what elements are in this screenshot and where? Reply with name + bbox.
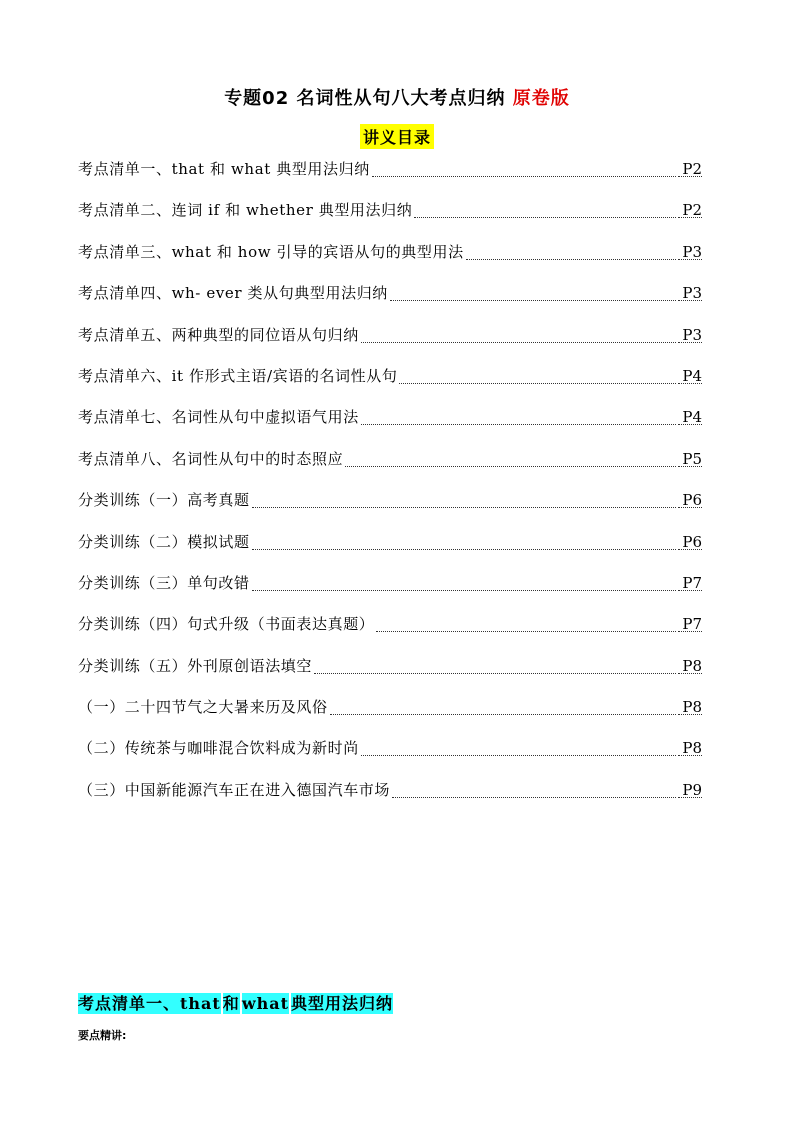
toc-dot-leader — [361, 324, 677, 343]
title-version-label: 原卷版 — [512, 88, 570, 109]
toc-entry[interactable] — [78, 324, 702, 365]
toc-dot-leader — [390, 282, 676, 301]
subtitle-container — [0, 124, 794, 149]
toc-dot-leader — [399, 365, 676, 384]
toc-entry-title: 考点清单三、what 和 how 引导的宾语从句的典型用法 — [78, 242, 464, 261]
toc-entry[interactable] — [78, 655, 702, 696]
toc-entry-title: 考点清单七、名词性从句中虚拟语气用法 — [78, 408, 359, 427]
toc-dot-leader — [330, 696, 677, 715]
section-heading-part-2: 和 — [222, 994, 240, 1013]
title-main: 专题02 名词性从句八大考点归纳 — [224, 88, 506, 109]
toc-entry-page: P8 — [678, 737, 702, 756]
section-heading-part-4: 典型用法归纳 — [290, 994, 393, 1013]
toc-entry-title: 考点清单六、it 作形式主语/宾语的名词性从句 — [78, 366, 398, 385]
toc-entry-page: P8 — [678, 696, 702, 715]
toc-heading: 讲义目录 — [360, 124, 434, 149]
toc-entry-title: 考点清单一、that 和 what 典型用法归纳 — [78, 160, 370, 178]
section-heading — [78, 991, 393, 1014]
toc-dot-leader — [466, 241, 677, 260]
toc-entry-page: P3 — [678, 282, 702, 301]
toc-dot-leader — [376, 613, 676, 632]
toc-entry-title: 考点清单八、名词性从句中的时态照应 — [78, 449, 344, 468]
toc-dot-leader — [252, 531, 677, 550]
toc-dot-leader — [361, 737, 677, 756]
toc-entry[interactable] — [78, 282, 702, 323]
toc-entry-title: 分类训练（四）句式升级（书面表达真题） — [78, 615, 375, 634]
toc-dot-leader — [361, 406, 677, 425]
toc-entry[interactable] — [78, 489, 702, 530]
table-of-contents — [78, 158, 702, 820]
document-title — [0, 84, 794, 110]
toc-entry-title: 分类训练（五）外刊原创语法填空 — [78, 656, 313, 675]
toc-entry-page: P4 — [678, 406, 702, 425]
toc-entry[interactable] — [78, 531, 702, 572]
toc-entry[interactable] — [78, 448, 702, 489]
toc-dot-leader — [314, 655, 676, 674]
toc-dot-leader — [345, 448, 676, 467]
toc-entry-page: P7 — [678, 572, 702, 591]
toc-dot-leader — [252, 489, 677, 508]
toc-entry[interactable] — [78, 696, 702, 737]
toc-entry-page: P3 — [678, 241, 702, 260]
toc-entry-page: P5 — [678, 448, 702, 467]
toc-entry[interactable] — [78, 158, 702, 199]
toc-entry-title: （一）二十四节气之大暑来历及风俗 — [78, 698, 328, 717]
toc-entry[interactable] — [78, 241, 702, 282]
toc-entry[interactable] — [78, 365, 702, 406]
toc-entry-title: 分类训练（二）模拟试题 — [78, 532, 250, 551]
toc-dot-leader — [392, 779, 676, 798]
toc-entry-page: P7 — [678, 613, 702, 632]
key-points-label: 要点精讲: — [78, 1029, 127, 1042]
toc-entry[interactable] — [78, 199, 702, 240]
toc-dot-leader — [414, 199, 676, 218]
toc-entry-title: 考点清单二、连词 if 和 whether 典型用法归纳 — [78, 201, 413, 220]
toc-entry-title: （三）中国新能源汽车正在进入德国汽车市场 — [78, 780, 391, 799]
toc-entry-page: P8 — [678, 655, 702, 674]
section-heading-part-3: what — [241, 994, 289, 1013]
toc-entry-title: （二）传统茶与咖啡混合饮料成为新时尚 — [78, 739, 359, 758]
toc-entry-title: 考点清单四、wh- ever 类从句典型用法归纳 — [78, 284, 388, 303]
toc-entry-title: 分类训练（三）单句改错 — [78, 573, 250, 592]
section-heading-part-1: 考点清单一、that — [78, 994, 221, 1013]
toc-entry-page: P2 — [678, 199, 702, 218]
toc-entry[interactable] — [78, 572, 702, 613]
toc-dot-leader — [372, 158, 677, 177]
toc-entry[interactable] — [78, 737, 702, 778]
toc-entry[interactable] — [78, 779, 702, 820]
toc-entry-page: P9 — [678, 779, 702, 798]
toc-entry-page: P6 — [678, 489, 702, 508]
toc-entry-title: 考点清单五、两种典型的同位语从句归纳 — [78, 325, 359, 344]
toc-entry-title: 分类训练（一）高考真题 — [78, 491, 250, 510]
toc-entry-page: P2 — [678, 158, 702, 177]
toc-dot-leader — [252, 572, 677, 591]
toc-entry-page: P3 — [678, 324, 702, 343]
toc-entry-page: P6 — [678, 531, 702, 550]
toc-entry[interactable] — [78, 613, 702, 654]
toc-entry[interactable] — [78, 406, 702, 447]
toc-entry-page: P4 — [678, 365, 702, 384]
